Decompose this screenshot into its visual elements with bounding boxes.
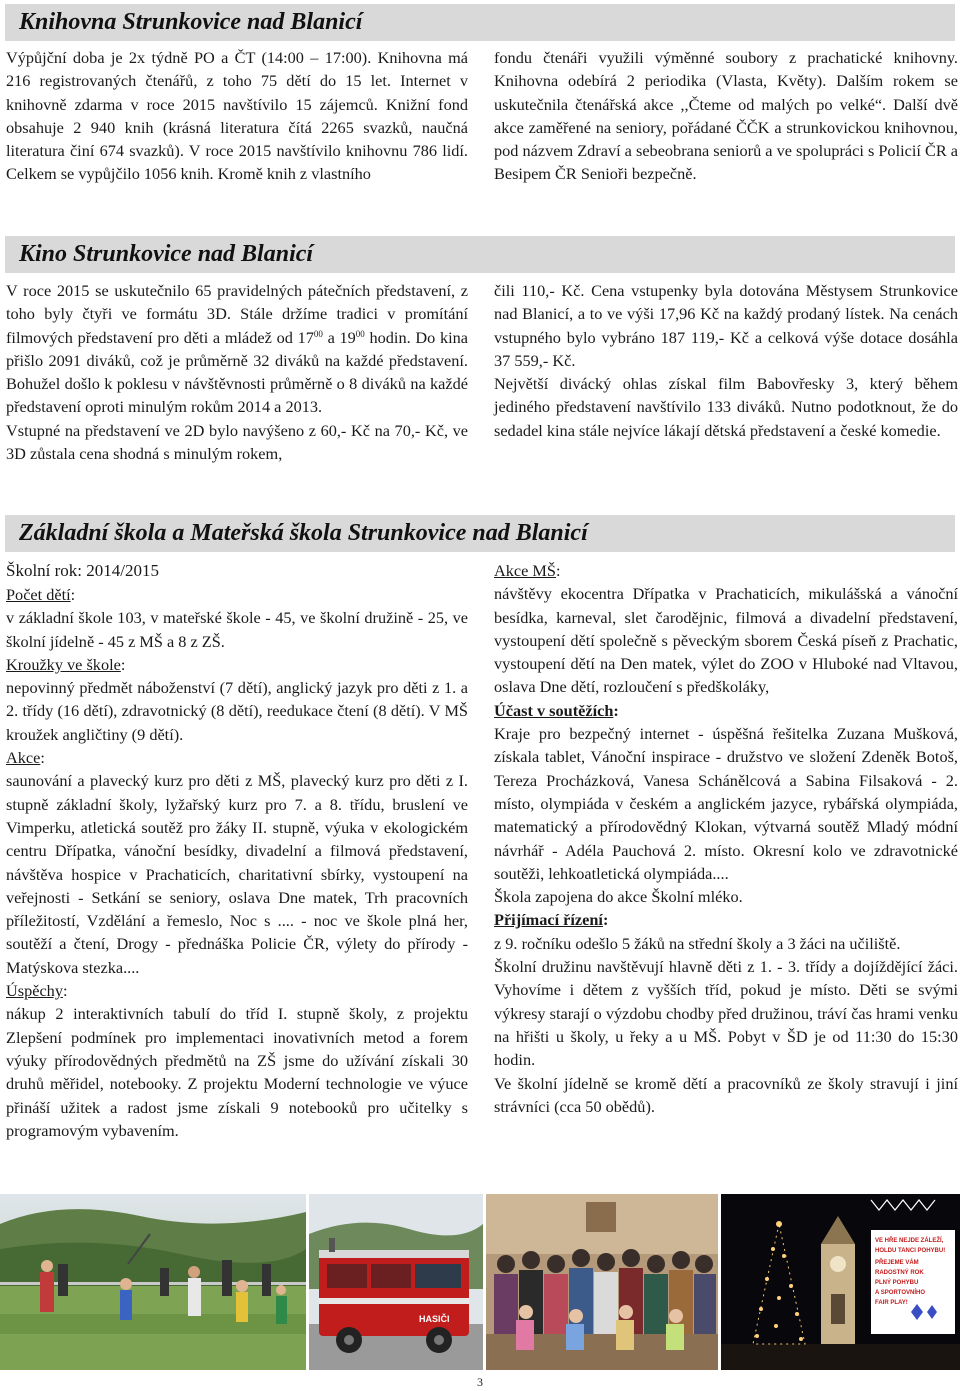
superscript-minutes: 00 — [313, 328, 323, 339]
akce-ms-text: návštěvy ekocentra Dřípatka v Prachaticích, mikulášská a vánoční besídka, karneval, slet čarodějnic, filmová a divadelní představení, vystoupení dětí společně s pěveckým sborem Česká píseň z Prachatic, vystoupení dětí na Den matek, výlet do ZOO v Hluboké nad Vltavou, oslava Dne dětí, rozloučení s předškoláky, — [494, 584, 958, 697]
photo-fire-truck — [309, 1194, 483, 1370]
akce-text: saunování a plavecký kurz pro děti z MŠ, plavecký kurz pro děti z I. stupně základní školy, lyžařský kurz pro 7. a 8. třídu, bruslení ve Vimperku, atletická soutěž pro žáky II. stupně, výuka v ekologickém centru Dřípatka, vánoční besídky, divadelní a filmová představení, návštěva hospice v Prachaticích, charitativní sbírky, vystoupení na veřejnosti - Setkání se seniory, oslava Dne matek, Trh pracovních příležitostí, Vzdělání a řemeslo, Noc s .... - noc ve škole plná her, soutěží a čtení, Drogy - přednáška Policie ČR, výlety do přírody - Matýskova stezka.... — [6, 771, 468, 977]
photo-sports-day — [0, 1194, 306, 1370]
cinema-text-right — [494, 279, 958, 442]
cinema-text-part: a 19 — [322, 327, 356, 347]
cinema-text-part: V roce 2015 se uskutečnilo 65 pravidelných pátečních představení, z toho byly čtyři ve formátu 3D. Stále držíme tradici v promítání filmových představení pro děti a mládež od 17 — [6, 281, 468, 347]
photo-christmas-night — [721, 1194, 960, 1370]
sign-line-2: HOLDU TANCI POHYBU! — [875, 1248, 946, 1254]
sign-line-6: A SPORTOVNÍHO — [875, 1290, 926, 1296]
school-section-title: Základní škola a Mateřská škola Strunkovice nad Blanicí — [5, 515, 955, 552]
school-year-subtitle: Školní rok: 2014/2015 — [6, 561, 160, 580]
heading-akce-ms: Akce MŠ: — [494, 561, 561, 580]
ucast-text: Kraje pro bezpečný internet - úspěšná řešitelka Zuzana Mušková, získala tablet, Vánoční inspirace - družstvo ve složení Zdeněk Botoš, Tereza Procházková, Vanesa Schánělcová a Sabina Filsaková - 2. místo, olympiáda v českém a anglickém jazyce, rybářská olympiáda, matematický a přírodovědný Klokan, výtvarná soutěž Mladý módní návrhář - Adéla Pauchová 2. místo. Okresní kolo ve zdravotnické soutěži, lehkoatletická olympiáda.... — [494, 724, 958, 883]
superscript-minutes: 00 — [355, 328, 365, 339]
skolni-mleko-text: Škola zapojena do akce Školní mléko. — [494, 887, 743, 907]
cinema-text-part: hodin. Do kina přišlo 2091 diváků, což je průměrně 32 diváků na každé představení. Bohužel došlo k poklesu v návštěvnosti průměrně o 8 diváků na každé představení oproti minulým rokům 2014 a 2013. — [6, 327, 469, 417]
library-section-title: Knihovna Strunkovice nad Blanicí — [5, 4, 955, 41]
krouzky-text: nepovinný předmět náboženství (7 dětí), anglický jazyk pro děti z 1. a 2. třídy (16 dětí), zdravotnický (8 dětí), reedukace čtení (8 dětí). V MŠ kroužek angličtiny (9 dětí). — [6, 678, 468, 744]
cinema-text-left — [6, 279, 468, 465]
photo-group-seniors-image — [486, 1194, 718, 1370]
heading-uspechy: Úspěchy: — [6, 981, 68, 1001]
heading-pocet-deti: Počet dětí: — [6, 585, 76, 604]
heading-label: Akce MŠ — [494, 561, 556, 580]
truck-lettering: HASIČI — [419, 1314, 450, 1324]
heading-akce: Akce: — [6, 748, 45, 768]
school-text-left — [6, 559, 468, 1142]
heading-label: Úspěchy — [6, 981, 63, 1001]
school-text-right — [494, 559, 958, 1118]
cinema-paragraph-4: Největší divácký ohlas získal film Babovřesky 3, který během jediného představení navštívilo 133 diváků. Nutno podotknout, že do sedadel kina stále nejvíce lákají dětská představení a české komedie. — [494, 374, 958, 440]
photo-fire-truck-image — [309, 1194, 483, 1370]
jidelna-text: Ve školní jídelně se kromě dětí a pracovníků ze školy stravují i jiní strávníci (cca 50 obědů). — [494, 1073, 958, 1116]
pocet-deti-text: v základní škole 103, v mateřské škole - 45, ve školní družině - 25, ve školní jídelně - 45 z MŠ a 8 z ZŠ. — [6, 608, 468, 651]
sign-line-1: VE HŘE NEJDE ZÁLEŽÍ, — [875, 1238, 944, 1244]
page-number: 3 — [477, 1375, 483, 1389]
heading-label: Akce — [6, 748, 41, 768]
photo-group-seniors — [486, 1194, 718, 1370]
heading-label: Kroužky ve škole — [6, 654, 121, 674]
prijimaci-text: z 9. ročníku odešlo 5 žáků na střední školy a 3 žáci na učiliště. — [494, 933, 901, 953]
cinema-paragraph-3: čili 110,- Kč. Cena vstupenky byla dotována Městysem Strunkovice nad Blanicí, a to ve výši 17,96 Kč na každý prodaný lístek. Na cenách vstupného bylo vybráno 187 119,- Kč a celková výše dotace dosáhla 37 559,- Kč. — [494, 281, 958, 370]
heading-label: Počet dětí — [6, 585, 71, 604]
cinema-paragraph-1 — [6, 279, 468, 419]
library-paragraph-left: Výpůjční doba je 2x týdně PO a ČT (14:00 – 17:00). Knihovna má 216 registrovaných čtenářů, z toho 75 dětí do 15 let. Internet v knihovně zdarma v roce 2015 navštívilo 15 zájemců. Knižní fond obsahuje 2 940 knih (krásná literatura čítá 2265 svazků, naučná literatura činí 674 svazků). V roce 2015 navštívilo knihovnu 786 lidí. Celkem se vypůjčilo 1056 knih. Kromě knih z vlastního — [6, 48, 468, 184]
sign-line-4: RADOSTNÝ ROK — [875, 1270, 924, 1276]
heading-krouzky: Kroužky ve škole: — [6, 654, 126, 674]
sign-line-3: PŘEJEME VÁM — [875, 1260, 919, 1266]
cinema-paragraph-2: Vstupné na představení ve 2D bylo navýšeno z 60,- Kč na 70,- Kč, ve 3D zůstala cena shodná s minulým rokem, — [6, 420, 468, 464]
library-text-right — [494, 46, 958, 186]
uspechy-text: nákup 2 interaktivních tabulí do tříd I. stupně školy, z projektu Zlepšení podmínek pro implementaci inovativních metod a forem výuky přírodovědných předmětů na ZŠ jsme do užívání získali 30 druhů měřidel, notebooky. Z projektu Moderní technologie ve výuce přináší užitek a radost jsme získali 9 notebooků pro učitelky s programovým vybavením. — [6, 1004, 468, 1140]
heading-label: Účast v soutěžích — [494, 700, 614, 720]
sign-line-5: PLNÝ POHYBU — [875, 1280, 919, 1286]
heading-label: Přijímací řízení — [494, 910, 603, 930]
druzina-text: Školní družinu navštěvují hlavně děti z 1. - 3. třídy a dojíždějící žáci. Vyhovíme i dětem z vyšších tříd, pokud je místo. Děti se svými výkresy starají o výzdobu chodby před družinou, tráví čas hrami venku na hřišti u školy, u řeky a u MŠ. Pobyt v ŠD je od 11:30 do 15:30 hodin. — [494, 957, 958, 1070]
photo-sports-day-image — [0, 1194, 306, 1370]
library-paragraph-right: fondu čtenáři využili výměnné soubory z prachatické knihovny. Knihovna odebírá 2 periodika (Vlasta, Květy). Dalším rokem se uskutečnila čtenářská akce ,,Čteme od malých po velké“. Další dvě akce zaměřené na seniory, pořádané ČČK a strunkovickou knihovnou, pod názvem Zdraví a sebeobrana seniorů a ve spolupráci s Policií ČR a Besipem ČR Senioři bezpečně. — [494, 48, 958, 184]
sign-line-7: FAIR PLAY! — [875, 1300, 908, 1306]
photo-christmas-night-image — [721, 1194, 960, 1370]
heading-prijimaci: Přijímací řízení: — [494, 910, 609, 930]
library-text-left — [6, 46, 468, 186]
cinema-section-title: Kino Strunkovice nad Blanicí — [5, 236, 955, 273]
heading-ucast: Účast v soutěžích: — [494, 700, 619, 720]
